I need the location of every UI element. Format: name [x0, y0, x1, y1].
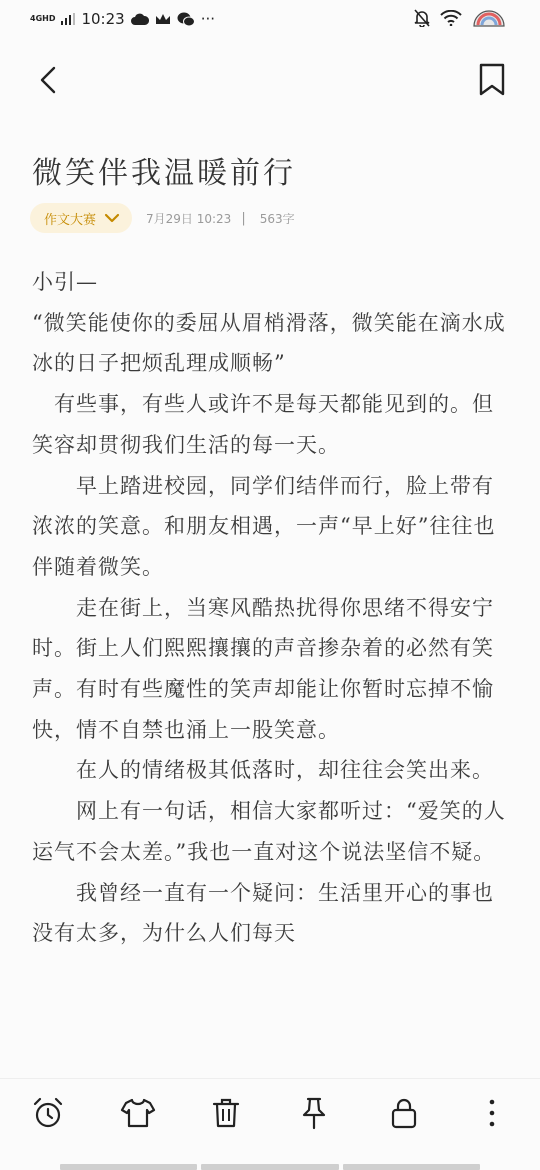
paragraph: 小引—	[32, 270, 98, 294]
status-left	[30, 10, 215, 28]
paragraph: 有些事，有些人或许不是每天都能见到的。但笑容却贯彻我们生活的每一天。	[32, 392, 494, 457]
note-meta	[30, 203, 295, 233]
mute-bell-icon	[414, 9, 430, 27]
crown-icon	[155, 13, 171, 25]
paragraph: 走在街上，当寒风酷热扰得你思绪不得安宁时。街上人们熙熙攘攘的声音掺杂着的必然有笑声。有时有些魔性的笑声却能让你暂时忘掉不愉快，情不自禁也涌上一股笑意。	[32, 595, 494, 742]
word-count: 563字	[259, 211, 295, 226]
more-icon	[474, 1095, 510, 1131]
paragraph: 早上踏进校园，同学们结伴而行，脸上带有浓浓的笑意。和朋友相遇，一声“早上好”往往也伴随着微笑。	[32, 473, 496, 579]
status-time: 10:23	[81, 10, 125, 28]
wifi-icon	[440, 10, 462, 26]
alarm-icon	[30, 1095, 66, 1131]
pin-icon	[296, 1095, 332, 1131]
status-right	[414, 8, 506, 28]
content-fade	[0, 1030, 540, 1080]
lock-button[interactable]	[386, 1095, 422, 1131]
category-label: 作文大赛	[44, 212, 97, 228]
trash-icon	[208, 1095, 244, 1131]
lock-icon	[386, 1095, 422, 1131]
bookmark-icon[interactable]	[476, 62, 508, 98]
category-dropdown[interactable]	[30, 203, 132, 233]
paragraph: 网上有一句话，相信大家都听过：“爱笑的人运气不会太差。”我也一直对这个说法坚信不疑。	[32, 799, 506, 864]
pin-button[interactable]	[296, 1095, 332, 1131]
weather-cloud-icon	[131, 12, 149, 26]
more-button[interactable]	[474, 1095, 510, 1131]
battery-icon	[472, 8, 506, 28]
paragraph: “微笑能使你的委屈从眉梢滑落，微笑能在滴水成冰的日子把烦乱理成顺畅”	[32, 310, 506, 376]
bottom-toolbar	[0, 1078, 540, 1149]
status-more-indicator: ···	[200, 10, 216, 28]
delete-button[interactable]	[208, 1095, 244, 1131]
meta-separator: |	[241, 210, 246, 226]
paragraph: 我曾经一直有一个疑问：生活里开心的事也没有太多，为什么人们每天	[32, 880, 494, 946]
signal-icon	[61, 13, 75, 25]
status-bar	[0, 0, 540, 40]
theme-button[interactable]	[120, 1095, 156, 1131]
back-arrow-icon[interactable]	[32, 62, 68, 98]
paragraph: 在人的情绪极其低落时，却往往会笑出来。	[32, 758, 494, 783]
note-title[interactable]: 微笑伴我温暖前行	[32, 156, 296, 191]
system-nav-bar[interactable]	[60, 1164, 480, 1170]
network-indicator: 4GHD	[30, 14, 56, 23]
note-body[interactable]	[32, 262, 510, 1072]
shirt-icon	[120, 1095, 156, 1131]
note-date: 7月29日 10:23	[146, 211, 232, 226]
chevron-down-icon	[104, 213, 120, 223]
alarm-button[interactable]	[30, 1095, 66, 1131]
wechat-icon	[177, 12, 195, 27]
